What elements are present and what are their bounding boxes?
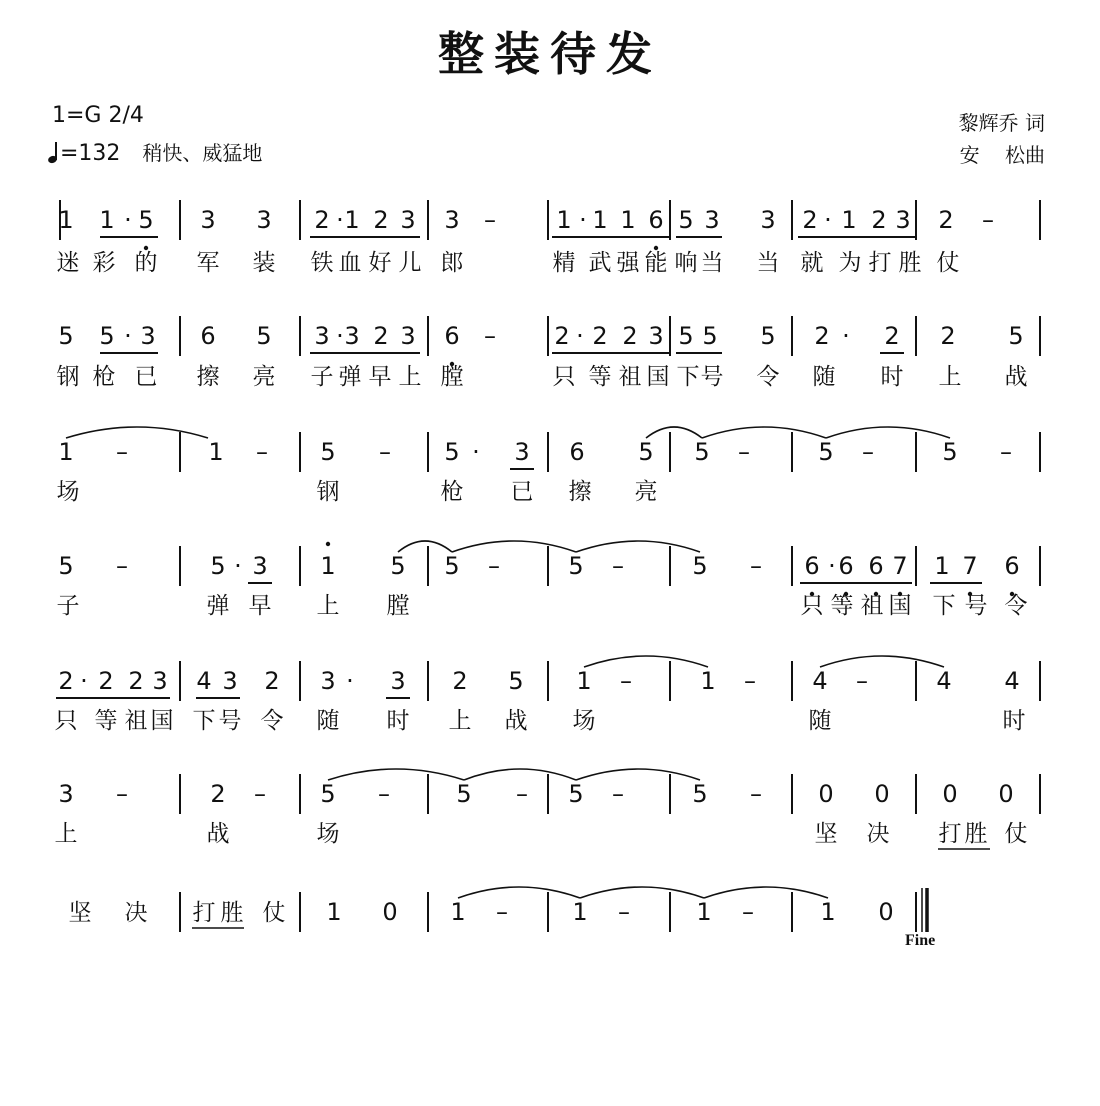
note: 1 [326,898,342,926]
lyric-character: 只 [800,593,824,619]
tie-arc [576,541,700,552]
dash-note: – [254,780,266,808]
note: 5 [444,552,460,580]
lyric-character: 下 [932,593,956,619]
lyric-character: 好 [368,250,392,276]
note: 3 [58,780,74,808]
lyric-character: 随 [812,364,836,390]
note: 5 [58,322,74,350]
lyric-character: 祖 [618,364,642,390]
note: 2 [452,667,468,695]
lyric-character: 早 [368,364,392,390]
tie-arc [464,769,576,780]
dash-note: – [612,552,624,580]
note: 1 [820,898,836,926]
note: 2 [554,322,570,350]
note: 1 [572,898,588,926]
lyric-character: 国 [646,364,670,390]
note: 4 [1004,667,1020,695]
note: 7 [962,552,978,580]
augmentation-dot: · [842,322,850,350]
note: 5 [390,552,406,580]
note: 1 [344,206,360,234]
lyric-character: 令 [756,364,780,390]
lyric-character: 强 [616,250,640,276]
note: 6 [200,322,216,350]
tie-arc [702,427,826,438]
lyric-character: 战 [504,708,528,734]
dash-note: – [378,780,390,808]
note: 3 [648,322,664,350]
note: 5 [638,438,654,466]
lyric-character: 国 [888,593,912,619]
note: 2 [373,322,389,350]
note: 5 [942,438,958,466]
note: 5 [320,438,336,466]
augmentation-dot: · [828,552,836,580]
lyric-character: 钢 [56,364,80,390]
augmentation-dot: · [336,322,344,350]
dash-note: – [488,552,500,580]
lyric-character: 下 [192,708,216,734]
note: 3 [400,206,416,234]
note: 1 [700,667,716,695]
tie-arc [576,769,700,780]
dash-note: – [116,438,128,466]
note: 2 [802,206,818,234]
tempo-expression: 稍快、威猛地 [142,141,263,165]
note: 3 [314,322,330,350]
lyric-character: 只 [54,708,78,734]
lyric-character: 胜 [220,900,244,926]
lyric-character: 当 [756,250,780,276]
note: 5 [99,322,115,350]
lyric-character: 能 [644,250,668,276]
note: 5 [138,206,154,234]
note: 2 [58,667,74,695]
note: 5 [256,322,272,350]
lyric-character: 时 [1002,708,1026,734]
note: 3 [320,667,336,695]
song-title: 整装待发 [438,27,662,81]
tie-arc [328,769,464,780]
note: 2 [98,667,114,695]
lyric-character: 国 [150,708,174,734]
lyric-character: 已 [134,364,158,390]
tie-arc [458,887,580,898]
lyric-character: 武 [588,250,612,276]
note: 1 [320,552,336,580]
dash-note: – [742,898,754,926]
note: 2 [210,780,226,808]
note: 1 [556,206,572,234]
note: 0 [818,780,834,808]
lyric-character: 上 [938,364,962,390]
note: 2 [814,322,830,350]
lyric-character: 祖 [124,708,148,734]
lyric-character: 军 [196,250,220,276]
dash-note: – [612,780,624,808]
octave-dot-above [326,542,330,546]
note: 5 [694,438,710,466]
lyric-character: 场 [572,708,596,734]
lyric-character: 的 [134,250,158,276]
lyric-character: 胜 [964,821,988,847]
lyric-character: 上 [54,821,78,847]
lyric-character: 早 [248,593,272,619]
note: 2 [314,206,330,234]
dash-note: – [738,438,750,466]
note: 5 [678,206,694,234]
note: 1 [58,438,74,466]
note: 5 [568,552,584,580]
tie-arc [584,656,708,667]
lyric-character: 打 [938,821,962,847]
dash-note: – [750,780,762,808]
dash-note: – [496,898,508,926]
note: 3 [256,206,272,234]
lyric-character: 号 [964,593,988,619]
lyric-character: 战 [206,821,230,847]
note: 5 [1008,322,1024,350]
augmentation-dot: · [124,206,132,234]
note: 3 [400,322,416,350]
note: 5 [760,322,776,350]
augmentation-dot: · [346,667,354,695]
note: 5 [508,667,524,695]
augmentation-dot: · [579,206,587,234]
note: 0 [382,898,398,926]
note: 5 [444,438,460,466]
note: 1 [934,552,950,580]
lyric-character: 亮 [634,479,658,505]
lyric-character: 等 [830,593,854,619]
note: 1 [58,206,74,234]
lyric-character: 枪 [92,364,116,390]
tie-arc [580,887,704,898]
note: 5 [210,552,226,580]
tempo-marking: =132 [60,141,121,166]
lyric-character: 子 [310,364,334,390]
note: 2 [940,322,956,350]
lyric-character: 随 [808,708,832,734]
lyric-character: 血 [338,250,362,276]
note: 2 [622,322,638,350]
note: 0 [878,898,894,926]
note: 2 [884,322,900,350]
note: 3 [344,322,360,350]
note: 1 [620,206,636,234]
lyric-character: 等 [94,708,118,734]
dash-note: – [744,667,756,695]
tie-arc [826,427,950,438]
note: 1 [450,898,466,926]
dash-note: – [862,438,874,466]
tie-arc [820,656,944,667]
dash-note: – [256,438,268,466]
note: 5 [568,780,584,808]
note: 4 [196,667,212,695]
note: 6 [838,552,854,580]
note: 2 [128,667,144,695]
lyric-character: 时 [880,364,904,390]
augmentation-dot: · [824,206,832,234]
dash-note: – [484,322,496,350]
note: 3 [152,667,168,695]
note: 1 [592,206,608,234]
lyric-character: 钢 [316,479,340,505]
lyric-character: 膛 [386,593,410,619]
augmentation-dot: · [80,667,88,695]
tie-arc [704,887,828,898]
lyric-character: 响 [674,250,698,276]
note: 1 [99,206,115,234]
note: 5 [818,438,834,466]
augmentation-dot: · [576,322,584,350]
note: 5 [692,552,708,580]
note: 1 [841,206,857,234]
note: 2 [264,667,280,695]
lyric-character: 战 [1004,364,1028,390]
lyric-character: 仗 [1004,821,1028,847]
lyric-character: 装 [252,250,276,276]
augmentation-dot: · [234,552,242,580]
tie-arc [66,427,208,438]
lyric-character: 精 [552,250,576,276]
note: 0 [998,780,1014,808]
lyric-character: 儿 [398,250,422,276]
lyric-character: 场 [316,821,340,847]
note: 3 [444,206,460,234]
note: 3 [200,206,216,234]
note: 6 [1004,552,1020,580]
note: 3 [222,667,238,695]
augmentation-dot: · [336,206,344,234]
note: 2 [871,206,887,234]
lyric-character: 迷 [56,250,80,276]
note: 3 [704,206,720,234]
note: 3 [252,552,268,580]
lyric-character: 上 [448,708,472,734]
dash-note: – [750,552,762,580]
lyric-character: 铁 [310,250,334,276]
dash-note: – [516,780,528,808]
tie-arc [452,541,576,552]
lyric-character: 子 [56,593,80,619]
note: 3 [390,667,406,695]
note: 5 [456,780,472,808]
note: 6 [648,206,664,234]
dash-note: – [1000,438,1012,466]
dash-note: – [620,667,632,695]
lyric-character: 亮 [252,364,276,390]
lyric-character: 打 [192,900,216,926]
note: 5 [320,780,336,808]
note: 0 [874,780,890,808]
lyric-character: 已 [510,479,534,505]
lyric-character: 胜 [898,250,922,276]
lyric-character: 枪 [440,479,464,505]
note: 0 [942,780,958,808]
note: 4 [936,667,952,695]
note: 2 [938,206,954,234]
lyric-character: 打 [868,250,892,276]
lyric-character: 仗 [936,250,960,276]
lyric-character: 祖 [860,593,884,619]
lyric-character: 上 [316,593,340,619]
augmentation-dot: · [472,438,480,466]
lyric-character: 坚 [68,900,92,926]
lyric-character: 弹 [338,364,362,390]
note: 1 [208,438,224,466]
note: 5 [692,780,708,808]
note: 3 [895,206,911,234]
fine-marking: Fine [905,932,936,949]
lyric-character: 仗 [262,900,286,926]
lyric-character: 当 [700,250,724,276]
lyric-character: 彩 [92,250,116,276]
lyric-character: 上 [398,364,422,390]
lyric-character: 令 [1004,593,1028,619]
lyric-character: 就 [800,250,824,276]
note: 6 [868,552,884,580]
lyric-character: 令 [260,708,284,734]
lyric-character: 膛 [440,364,464,390]
lyric-character: 郎 [440,250,464,276]
lyric-character: 时 [386,708,410,734]
lyric-character: 弹 [206,593,230,619]
note: 5 [58,552,74,580]
dash-note: – [379,438,391,466]
dash-note: – [982,206,994,234]
lyric-character: 随 [316,708,340,734]
lyric-character: 号 [218,708,242,734]
lyric-character: 擦 [196,364,220,390]
dash-note: – [484,206,496,234]
lyric-character: 决 [866,821,890,847]
note: 6 [444,322,460,350]
tie-arc [646,427,702,438]
note: 3 [140,322,156,350]
tie-arc [398,541,452,552]
note: 7 [892,552,908,580]
lyric-character: 只 [552,364,576,390]
note: 3 [514,438,530,466]
key-time-signature: 1=G 2/4 [52,103,144,128]
note: 5 [702,322,718,350]
note: 2 [373,206,389,234]
note: 1 [576,667,592,695]
lyric-character: 坚 [814,821,838,847]
dash-note: – [856,667,868,695]
lyricist-credit: 黎辉乔 词 [958,111,1045,135]
lyric-character: 等 [588,364,612,390]
note: 3 [760,206,776,234]
dash-note: – [116,552,128,580]
lyric-character: 下 [676,364,700,390]
lyric-character: 决 [124,900,148,926]
lyric-character: 号 [700,364,724,390]
note: 2 [592,322,608,350]
lyric-character: 擦 [568,479,592,505]
note: 6 [804,552,820,580]
note: 1 [696,898,712,926]
note: 5 [678,322,694,350]
dash-note: – [116,780,128,808]
lyric-character: 为 [838,250,862,276]
augmentation-dot: · [124,322,132,350]
dash-note: – [618,898,630,926]
lyric-character: 场 [56,479,80,505]
composer-credit: 安 松曲 [959,143,1045,167]
note: 6 [569,438,585,466]
note: 4 [812,667,828,695]
